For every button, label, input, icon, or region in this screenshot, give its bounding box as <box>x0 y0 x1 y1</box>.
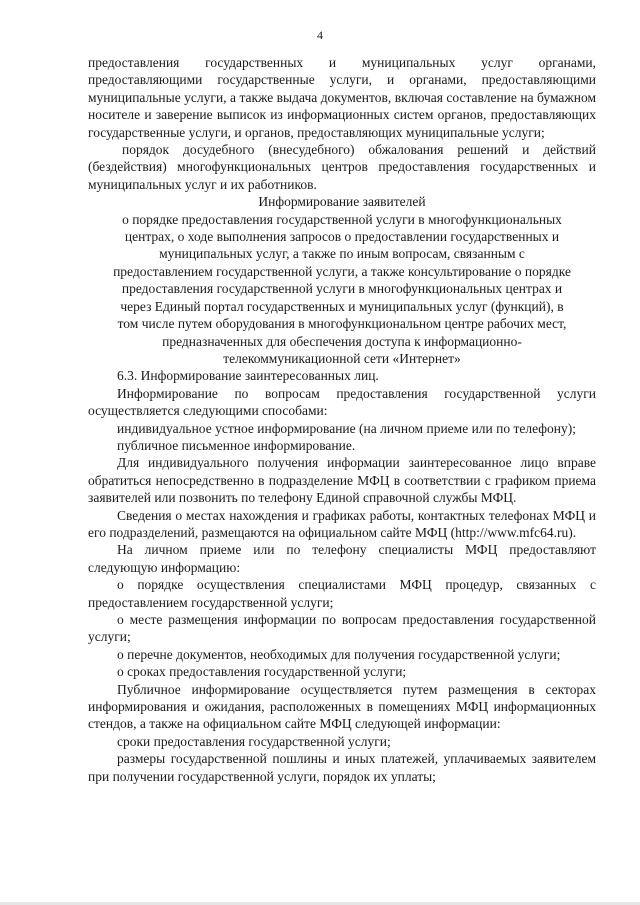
list-item: о месте размещения информации по вопросам предоставления государственной услуги; <box>88 612 596 645</box>
heading-line: телекоммуникационной сети «Интернет» <box>223 350 461 366</box>
paragraph: предоставления государственных и муниципальных услуг органами, предоставляющими государственные услуги, и органами, предоставляющими муниципальные услуги, а также выдача документов, включая составление на бумажном носителе и заверение выписок из информационных систем органов, предоставляющих государственные услуги, и органов, предоставляющих муниципальные услуги; <box>88 55 596 140</box>
heading-line: том числе путем оборудования в многофункциональном центре рабочих мест, <box>117 316 567 332</box>
paragraph: Сведения о местах нахождения и графиках работы, контактных телефонах МФЦ и его подразделений, размещаются на официальном сайте МФЦ (http://www.mfc64.ru). <box>88 507 596 540</box>
heading-line: центрах, о ходе выполнения запросов о предоставлении государственных и <box>124 229 560 245</box>
paragraph: Для индивидуального получения информации заинтересованное лицо вправе обратиться непосредственно в подразделение МФЦ в соответствии с графиком приема заявителей или позвонить по телефону Единой справочной службы МФЦ. <box>88 455 596 506</box>
list-item: размеры государственной пошлины и иных платежей, уплачиваемых заявителем при получении государственной услуги, порядок их уплаты; <box>88 751 596 784</box>
list-item: о перечне документов, необходимых для получения государственной услуги; <box>117 646 561 662</box>
paragraph: Публичное информирование осуществляется путем размещения в секторах информирования и ожидания, расположенных в помещениях МФЦ информационных стендов, а также на официальном сайте МФЦ следующей информации: <box>88 681 596 732</box>
heading-line: Информирование заявителей <box>258 194 426 210</box>
paragraph: На личном приеме или по телефону специалисты МФЦ предоставляют следующую информацию: <box>88 542 596 575</box>
section-heading <box>88 193 596 367</box>
list-item: о порядке осуществления специалистами МФЦ процедур, связанных с предоставлением государственной услуги; <box>88 577 596 610</box>
document-body <box>88 54 596 785</box>
heading-line: предназначенных для обеспечения доступа к информационно- <box>162 333 522 349</box>
list-item: публичное письменное информирование. <box>117 437 356 453</box>
paragraph: порядок досудебного (внесудебного) обжалования решений и действий (бездействия) многофункциональных центров предоставления государственных и муниципальных услуг и их работников. <box>88 142 596 192</box>
section-number-paragraph: 6.3. Информирование заинтересованных лиц. <box>117 368 379 384</box>
heading-line: муниципальных услуг, а также по иным вопросам, связанным с <box>159 246 525 262</box>
list-item: индивидуальное устное информирование (на личном приеме или по телефону); <box>117 420 576 436</box>
heading-line: через Единый портал государственных и муниципальных услуг (функций), в <box>120 298 564 314</box>
paragraph: Информирование по вопросам предоставления государственной услуги осуществляется следующими способами: <box>88 385 596 419</box>
page-number: 4 <box>317 28 323 42</box>
heading-line: предоставления государственной услуги в многофункциональных центрах и <box>121 281 563 297</box>
heading-line: о порядке предоставления государственной услуги в многофункциональных <box>122 211 562 227</box>
list-item: о сроках предоставления государственной услуги; <box>117 664 407 680</box>
heading-line: предоставлением государственной услуги, а также консультирование о порядке <box>113 263 571 279</box>
list-item: сроки предоставления государственной услуги; <box>117 733 391 749</box>
